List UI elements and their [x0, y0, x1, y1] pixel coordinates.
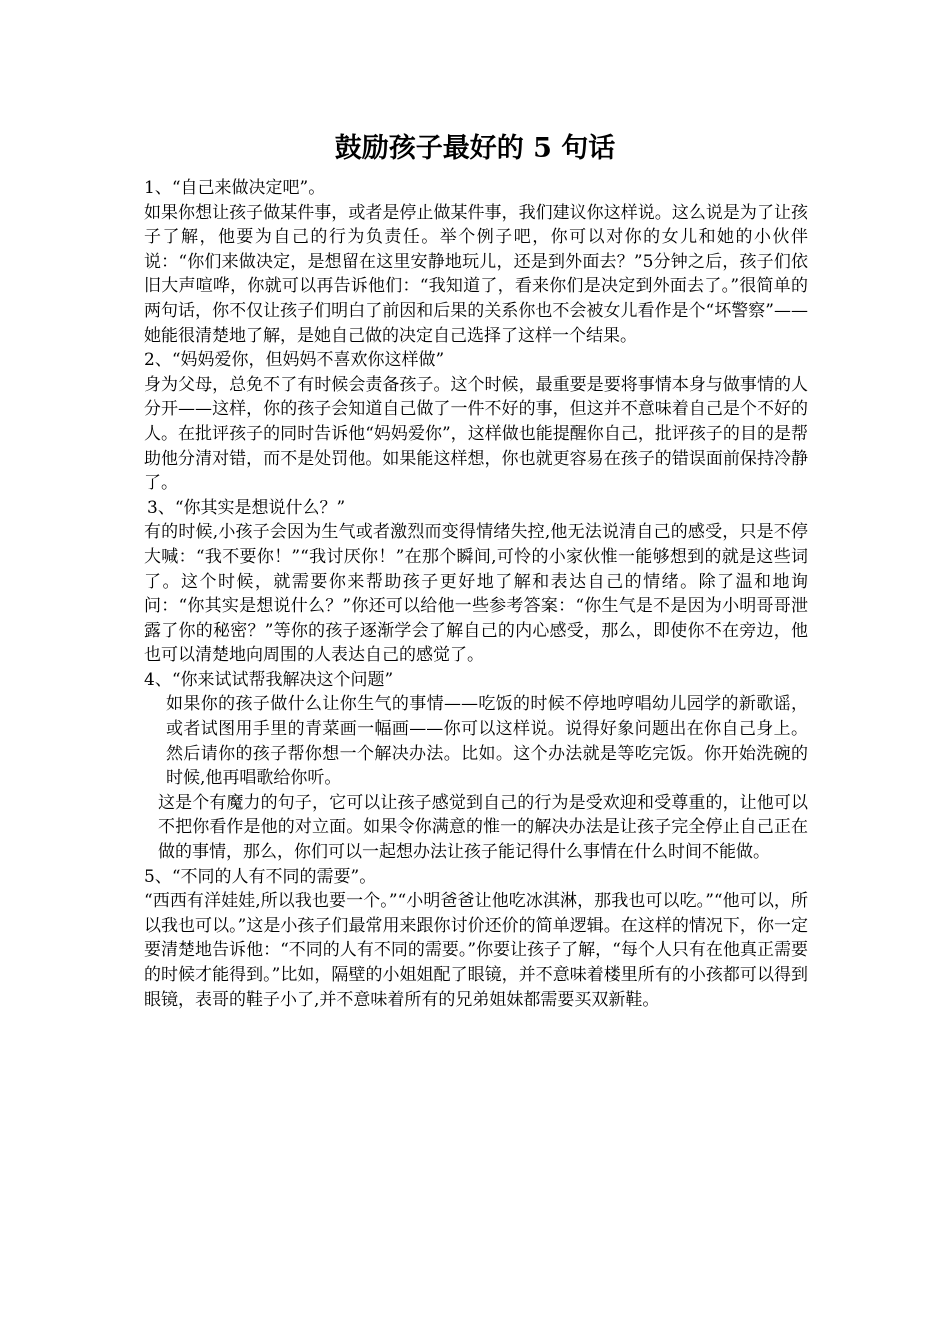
document-body [144, 176, 808, 1012]
section-paragraph-3: 有的时候,小孩子会因为生气或者激烈而变得情绪失控,他无法说清自己的感受，只是不停大喊：“我不要你！”“我讨厌你！”在那个瞬间,可怜的小家伙惟一能够想到的就是这些词了。这个时候，就需要你来帮助孩子更好地了解和表达自己的情绪。除了温和地询问：“你其实是想说什么？”你还可以给他一些参考答案：“你生气是不是因为小明哥哥泄露了你的秘密？”等你的孩子逐渐学会了解自己的内心感受，那么，即使你不在旁边，他也可以清楚地向周围的人表达自己的感觉了。 [144, 522, 808, 666]
section-paragraph-1: 如果你想让孩子做某件事，或者是停止做某件事，我们建议你这样说。这么说是为了让孩子了解，他要为自己的行为负责任。举个例子吧，你可以对你的女儿和她的小伙伴说：“你们来做决定，是想留在这里安静地玩儿，还是到外面去？”5分钟之后，孩子们依旧大声喧哗，你就可以再告诉他们：“我知道了，看来你们是决定到外面去了。”很简单的两句话，你不仅让孩子们明白了前因和后果的关系你也不会被女儿看作是个“坏警察”——她能很清楚地了解，是她自己做的决定自己选择了这样一个结果。 [144, 202, 808, 346]
section-heading-4: 4、“你来试试帮我解决这个问题” [144, 669, 394, 690]
section-heading-2: 2、“妈妈爱你，但妈妈不喜欢你这样做” [144, 350, 445, 371]
section-paragraph-4a: 如果你的孩子做什么让你生气的事情——吃饭的时候不停地哼唱幼儿园学的新歌谣，或者试图用手里的青菜画一幅画——你可以这样说。说得好象问题出在你自己身上。然后请你的孩子帮你想一个解决办法。比如。这个办法就是等吃完饭。你开始洗碗的时候,他再唱歌给你听。 [166, 694, 808, 789]
section-paragraph-5: “西西有洋娃娃,所以我也要一个。”“小明爸爸让他吃冰淇淋，那我也可以吃。”“他可以，所以我也可以。”这是小孩子们最常用来跟你讨价还价的简单逻辑。在这样的情况下，你一定要清楚地告诉他：“不同的人有不同的需要。”你要让孩子了解，“每个人只有在他真正需要的时候才能得到。”比如，隔壁的小姐姐配了眼镜，并不意味着楼里所有的小孩都可以得到眼镜，表哥的鞋子小了,并不意味着所有的兄弟姐妹都需要买双新鞋。 [144, 891, 808, 1010]
section-heading-3: 3、“你其实是想说什么？” [147, 497, 346, 518]
section-heading-5: 5、“不同的人有不同的需要”。 [144, 866, 377, 887]
document-title: 鼓励孩子最好的 5 句话 [334, 133, 616, 164]
section-paragraph-2: 身为父母，总免不了有时候会责备孩子。这个时候，最重要是要将事情本身与做事情的人分开——这样，你的孩子会知道自己做了一件不好的事，但这并不意味着自己是个不好的人。在批评孩子的同时告诉他“妈妈爱你”，这样做也能提醒你自己，批评孩子的目的是帮助他分清对错，而不是处罚他。如果能这样想，你也就更容易在孩子的错误面前保持冷静了。 [144, 374, 808, 494]
section-heading-1: 1、“自己来做决定吧”。 [144, 178, 326, 198]
section-paragraph-4b: 这是个有魔力的句子，它可以让孩子感觉到自己的行为是受欢迎和受尊重的，让他可以不把你看作是他的对立面。如果令你满意的惟一的解决办法是让孩子完全停止自己正在做的事情，那么，你们可以一起想办法让孩子能记得什么事情在什么时间不能做。 [158, 792, 808, 863]
